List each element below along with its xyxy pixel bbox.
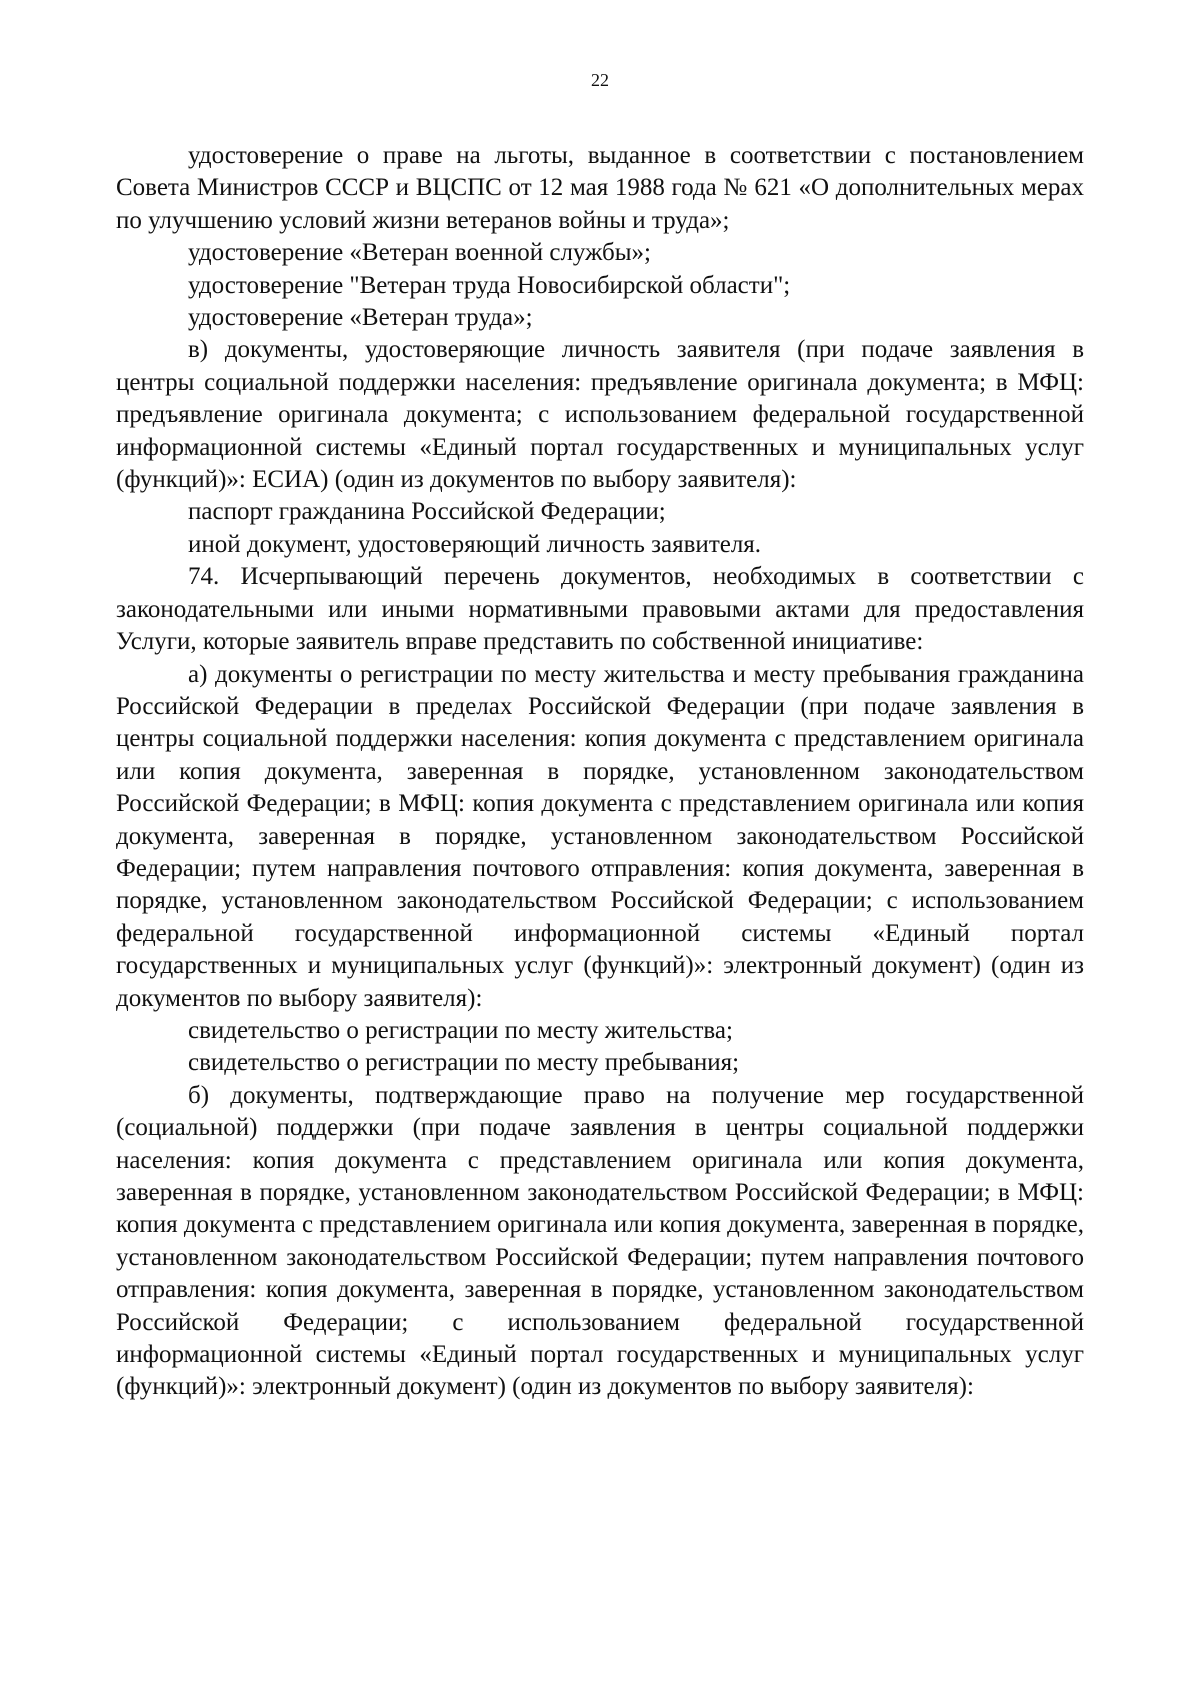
paragraph-passport: паспорт гражданина Российской Федерации; (188, 498, 666, 526)
page-number: 22 (591, 70, 609, 90)
paragraph-labor-veteran-novosibirsk: удостоверение "Ветеран труда Новосибирской области"; (188, 271, 791, 299)
paragraph-residence-registration: свидетельство о регистрации по месту жительства; (188, 1016, 733, 1044)
paragraph-support-entitlement-documents: б) документы, подтверждающие право на получение мер государственной (социальной) поддержки (при подаче заявления в центры социальной поддержки населения: копия документа с представлением оригинала или копия документа, заверенная в порядке, установленном законодательством Российской Федерации; в МФЦ: копия документа с представлением оригинала или копия документа, заверенная в порядке, установленном законодательством Российской Федерации; путем направления почтового отправления: копия документа, заверенная в порядке, установленном законодательством Российской Федерации; с использованием федеральной государственной информационной системы «Единый портал государственных и муниципальных услуг (функций)»: электронный документ) (один из документов по выбору заявителя): (116, 1081, 1084, 1401)
document-body (116, 140, 1084, 1404)
paragraph-veteran-benefits-certificate: удостоверение о праве на льготы, выданное в соответствии с постановлением Совета Министров СССР и ВЦСПС от 12 мая 1988 года № 621 «О дополнительных мерах по улучшению условий жизни ветеранов войны и труда»; (116, 142, 1084, 234)
paragraph-clause-74: 74. Исчерпывающий перечень документов, необходимых в соответствии с законодательными или иными нормативными правовыми актами для предоставления Услуги, которые заявитель вправе представить по собственной инициативе: (116, 563, 1084, 656)
paragraph-registration-documents: а) документы о регистрации по месту жительства и месту пребывания гражданина Российской Федерации в пределах Российской Федерации (при подаче заявления в центры социальной поддержки населения: копия документа с представлением оригинала или копия документа, заверенная в порядке, установленном законодательством Российской Федерации; в МФЦ: копия документа с представлением оригинала или копия документа, заверенная в порядке, установленном законодательством Российской Федерации; путем направления почтового отправления: копия документа, заверенная в порядке, установленном законодательством Российской Федерации; с использованием федеральной государственной информационной системы «Единый портал государственных и муниципальных услуг (функций)»: электронный документ) (один из документов по выбору заявителя): (116, 660, 1084, 1012)
paragraph-identity-documents: в) документы, удостоверяющие личность заявителя (при подаче заявления в центры социальной поддержки населения: предъявление оригинала документа; в МФЦ: предъявление оригинала документа; с использованием федеральной государственной информационной системы «Единый портал государственных и муниципальных услуг (функций)»: ЕСИА) (один из документов по выбору заявителя): (116, 336, 1084, 494)
paragraph-other-id-document: иной документ, удостоверяющий личность заявителя. (188, 530, 762, 558)
paragraph-stay-registration: свидетельство о регистрации по месту пребывания; (188, 1049, 740, 1077)
paragraph-labor-veteran: удостоверение «Ветеран труда»; (188, 304, 533, 332)
paragraph-military-service-veteran: удостоверение «Ветеран военной службы»; (188, 239, 652, 267)
